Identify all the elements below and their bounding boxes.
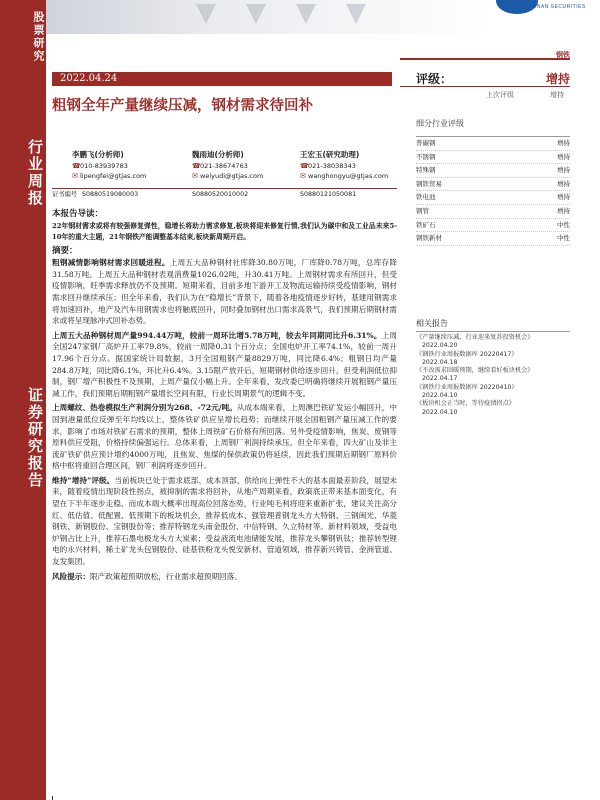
- sub-industry-name: 钢铁新材: [416, 234, 442, 243]
- phone-icon: ☎: [192, 161, 201, 170]
- related-reports-title: 相关报告: [416, 318, 570, 332]
- mail-icon: ✉: [72, 172, 78, 180]
- guide-heading: 本报告导读：: [52, 209, 104, 219]
- author-cert: S0880121050081: [300, 191, 357, 198]
- sub-industry-rating: 增持: [557, 139, 570, 147]
- author-name: 李鹏飞(分析师): [72, 150, 124, 159]
- prev-rating-label: 上次评级: [486, 91, 514, 99]
- author-phone: 021-38038343: [308, 161, 356, 170]
- gem-decoration: [346, 4, 366, 24]
- author-email[interactable]: lipengfei@gtjas.com: [80, 172, 147, 180]
- header-banner: [46, 0, 600, 34]
- table-row: [416, 219, 570, 233]
- paragraph-text: 上周全国247家钢厂高炉开工率79.8%，较前一周降0.31个百分点；全国电炉开工率74.1%，较前一周升17.96个百分点。据国家统计局数据，3月全国粗钢产量8829万吨，同比降6.4%；粗钢日均产量284.8万吨，同比降6.1%，环比升6.4%。3.15限产放开后，短期钢材供给逐步回升，但受利润低位抑制，钢厂增产积极性不及预期，上周产量仅小幅上升。全年来看，发改委已明确将继续开展粗钢产量压减工作，我们预期后期粗钢产量增长空间有限，行业长周期景气的逻辑不变。: [52, 330, 398, 398]
- related-report-link[interactable]: 《钢铁行业周报数据库 20220410》: [416, 383, 518, 391]
- phone-icon: ☎: [300, 161, 309, 170]
- table-row: [416, 137, 570, 151]
- sub-industry-name: 不锈钢: [416, 152, 436, 161]
- author-name: 王宏玉(研究助理): [300, 150, 360, 159]
- sub-industry-name: 钢管: [416, 206, 429, 215]
- author-phone: 021-38674763: [200, 161, 248, 170]
- paragraph-text: 从成本端来看，上周澳巴铁矿发运小幅回升，中国到港量低位反弹至年均线以上，整体铁矿供应呈增长趋势；而继续开展全国粗钢产量压减工作的要求，影响了市场对铁矿石需求的预期，整体上周铁矿石价格有所回落。另外受疫情影响，焦炭、废钢等原料供应受阻，价格持续偏强运行。总体来看，上周钢厂利润持续承压。但全年来看，四大矿山及非主流矿铁矿供应预计增约4000万吨，且焦炭、焦煤的保供政策仍将延续，因此我们预期后期钢厂原料价格中枢将重回合理区间，钢厂利润将逐步回升。: [52, 403, 397, 471]
- related-report-date: 2022.04.10: [422, 408, 458, 416]
- author-email[interactable]: weiyudi@gtjas.com: [200, 172, 264, 180]
- report-title: 粗钢全年产量继续压减，钢材需求待回补: [52, 97, 313, 114]
- paragraph: [52, 402, 397, 472]
- related-report-link[interactable]: 《板块机会正当时，等待疫情拐点》: [416, 400, 515, 408]
- author-cert: S0880520010002: [192, 191, 249, 198]
- sub-industry-rating: 增持: [557, 152, 570, 161]
- sub-industry-name: 普碳钢: [416, 139, 436, 147]
- related-report-date: 2022.04.20: [422, 342, 458, 350]
- sub-industry-rating: 中性: [557, 234, 570, 243]
- paragraph-lead: 维持“增持”评级。: [52, 475, 115, 485]
- rating-value: 增持: [545, 72, 570, 86]
- related-report-link[interactable]: 《产量继续压减，行业迎来复苏投资机会》: [416, 334, 534, 341]
- paragraph: [52, 257, 397, 327]
- sub-industry-rating: 增持: [557, 179, 570, 188]
- related-report-date: 2022.04.18: [422, 358, 458, 366]
- related-report-date: 2022.04.10: [422, 392, 458, 400]
- author-cert: S0880519080003: [82, 191, 139, 198]
- author-phone: 010-83939783: [80, 161, 128, 170]
- author-email[interactable]: wanghongyu@gtjas.com: [308, 172, 389, 180]
- mail-icon: ✉: [300, 172, 306, 180]
- divider: [400, 58, 570, 60]
- footer-mark: [52, 796, 53, 800]
- sidebar: [0, 0, 46, 800]
- sub-industry-rating: 中性: [557, 220, 570, 229]
- abstract-heading: 摘要：: [52, 245, 78, 256]
- phone-icon: ☎: [72, 161, 81, 170]
- author-card: [192, 150, 263, 182]
- related-report-link[interactable]: 《不改需求回暖预期，继续看好板块机会》: [416, 367, 534, 375]
- paragraph-lead: 上周五大品种钢材周产量994.44万吨，较前一周环比增5.78万吨，较去年同期同比升6.31%。: [52, 330, 382, 340]
- table-row: [416, 232, 570, 246]
- paragraph: [52, 475, 397, 568]
- report-date: 2022.04.24: [52, 72, 392, 86]
- paragraph-text: 上周五大品种钢材社库降30.80万吨，厂库降0.78万吨，总库存降31.58万吨。上周五大品种钢材表观消费量1026.02吨，升30.41万吨。上周钢材需求有所回升，但受疫情影响，旺季需求释放仍不及预期。短期来看，目前多地下游开工及物流运输持续受疫情影响，钢材需求回升继续承压；但全年来看，我们认为在“稳增长”背景下，随着各地疫情逐步好转，基建用钢需求将加速回补，地产及汽车用钢需求也将触底回升，同时叠加钢材出口需求高景气，我们预期后期钢材需求或将呈现脉冲式回补态势。: [52, 258, 397, 326]
- report-body: [52, 209, 397, 585]
- prev-rating-value: 增持: [550, 91, 564, 99]
- industry-tag: 钢铁: [556, 51, 570, 59]
- sidebar-bottom-label: 证券研究报告: [26, 387, 44, 489]
- gem-decoration: [196, 4, 216, 24]
- sub-industry-name: 铁电池: [416, 193, 436, 202]
- cert-label: 证书编号: [52, 191, 78, 198]
- sidebar-mid-label: 行业周报: [26, 139, 44, 207]
- related-reports-list: [416, 334, 570, 417]
- sub-industry-name: 钢铁贸易: [416, 179, 442, 188]
- sidebar-top-label: 股票研究: [32, 11, 45, 63]
- paragraph-lead: 上周螺纹、热卷模拟生产利润分别为268、-72元/吨。: [52, 403, 237, 413]
- sub-industry-table: [416, 136, 570, 246]
- rating-label: 评级：: [416, 72, 453, 86]
- author-name: 魏雨迪(分析师): [192, 150, 244, 159]
- paragraph-lead: 粗钢减情影响钢材需求回暖进程。: [52, 258, 170, 268]
- table-row: [416, 191, 570, 205]
- company-logo-text: GUOTAI JUNAN SECURITIES: [506, 4, 586, 10]
- table-row: [416, 178, 570, 192]
- table-row: [416, 205, 570, 219]
- gem-decoration: [246, 4, 266, 24]
- risk-paragraph: [52, 571, 397, 583]
- paragraph: [52, 330, 397, 400]
- divider: [400, 86, 570, 87]
- related-report-date: 2022.04.17: [422, 375, 458, 383]
- sub-industry-rating: 增持: [557, 206, 570, 215]
- table-row: [416, 151, 570, 165]
- mail-icon: ✉: [192, 172, 198, 180]
- sub-industry-rating: 增持: [557, 166, 570, 175]
- risk-lead: 风险提示：: [52, 571, 90, 581]
- sub-industry-rating: 增持: [557, 193, 570, 202]
- author-card: [300, 150, 388, 182]
- author-card: [72, 150, 146, 182]
- divider: [52, 188, 397, 189]
- guide-text: 22年钢材需求或将有较强修复弹性，稳增长将助力需求修复,板块将迎来修复行情,我们认为碳中和及工业品未来5-10年的重大主题，21年钢铁产能调整基本结束,板块新周期开启。: [52, 221, 397, 241]
- paragraph-text: 当前板块已处于需求底部、成本顶部、供给向上弹性不大的基本面最差阶段，展望未来，随着疫情出现阶段性拐点，被抑制的需求将回补，从地产周期来看，政策底正带来基本面变化，有望在下半年逐步走稳，而成本端大概率出现高位回落态势，行业吨毛利将迎来重新扩张，建议关注高分红、低估值、低配置、低预期下的板块机会，推荐低成本、强管理普钢龙头方大特钢、三钢闽光、华菱钢铁、新钢股份、宝钢股份等；推荐特钢龙头南金股份、中信特钢、久立特材等。新材料领域，受益电炉钢占比上升，推荐石墨电极龙头方大炭素；受益液流电池储能发展，推荐龙头攀钢钒钛；推荐转型锂电的永兴材料，稀土矿龙头包钢股份、硅基铁粉龙头悦安新材、管道领域，推荐新兴铸管、金洲管道、友发集团。: [52, 475, 397, 567]
- sub-industry-name: 特殊钢: [416, 166, 436, 175]
- table-row: [416, 164, 570, 178]
- risk-text: 限产政策超预期放松，行业需求超预期回落。: [89, 571, 242, 581]
- related-report-link[interactable]: 《钢铁行业周报数据库 20220417》: [416, 350, 518, 358]
- sub-industry-title: 细分行业评级: [416, 119, 464, 128]
- sub-industry-name: 铁矿石: [416, 220, 436, 229]
- gem-decoration: [296, 4, 316, 24]
